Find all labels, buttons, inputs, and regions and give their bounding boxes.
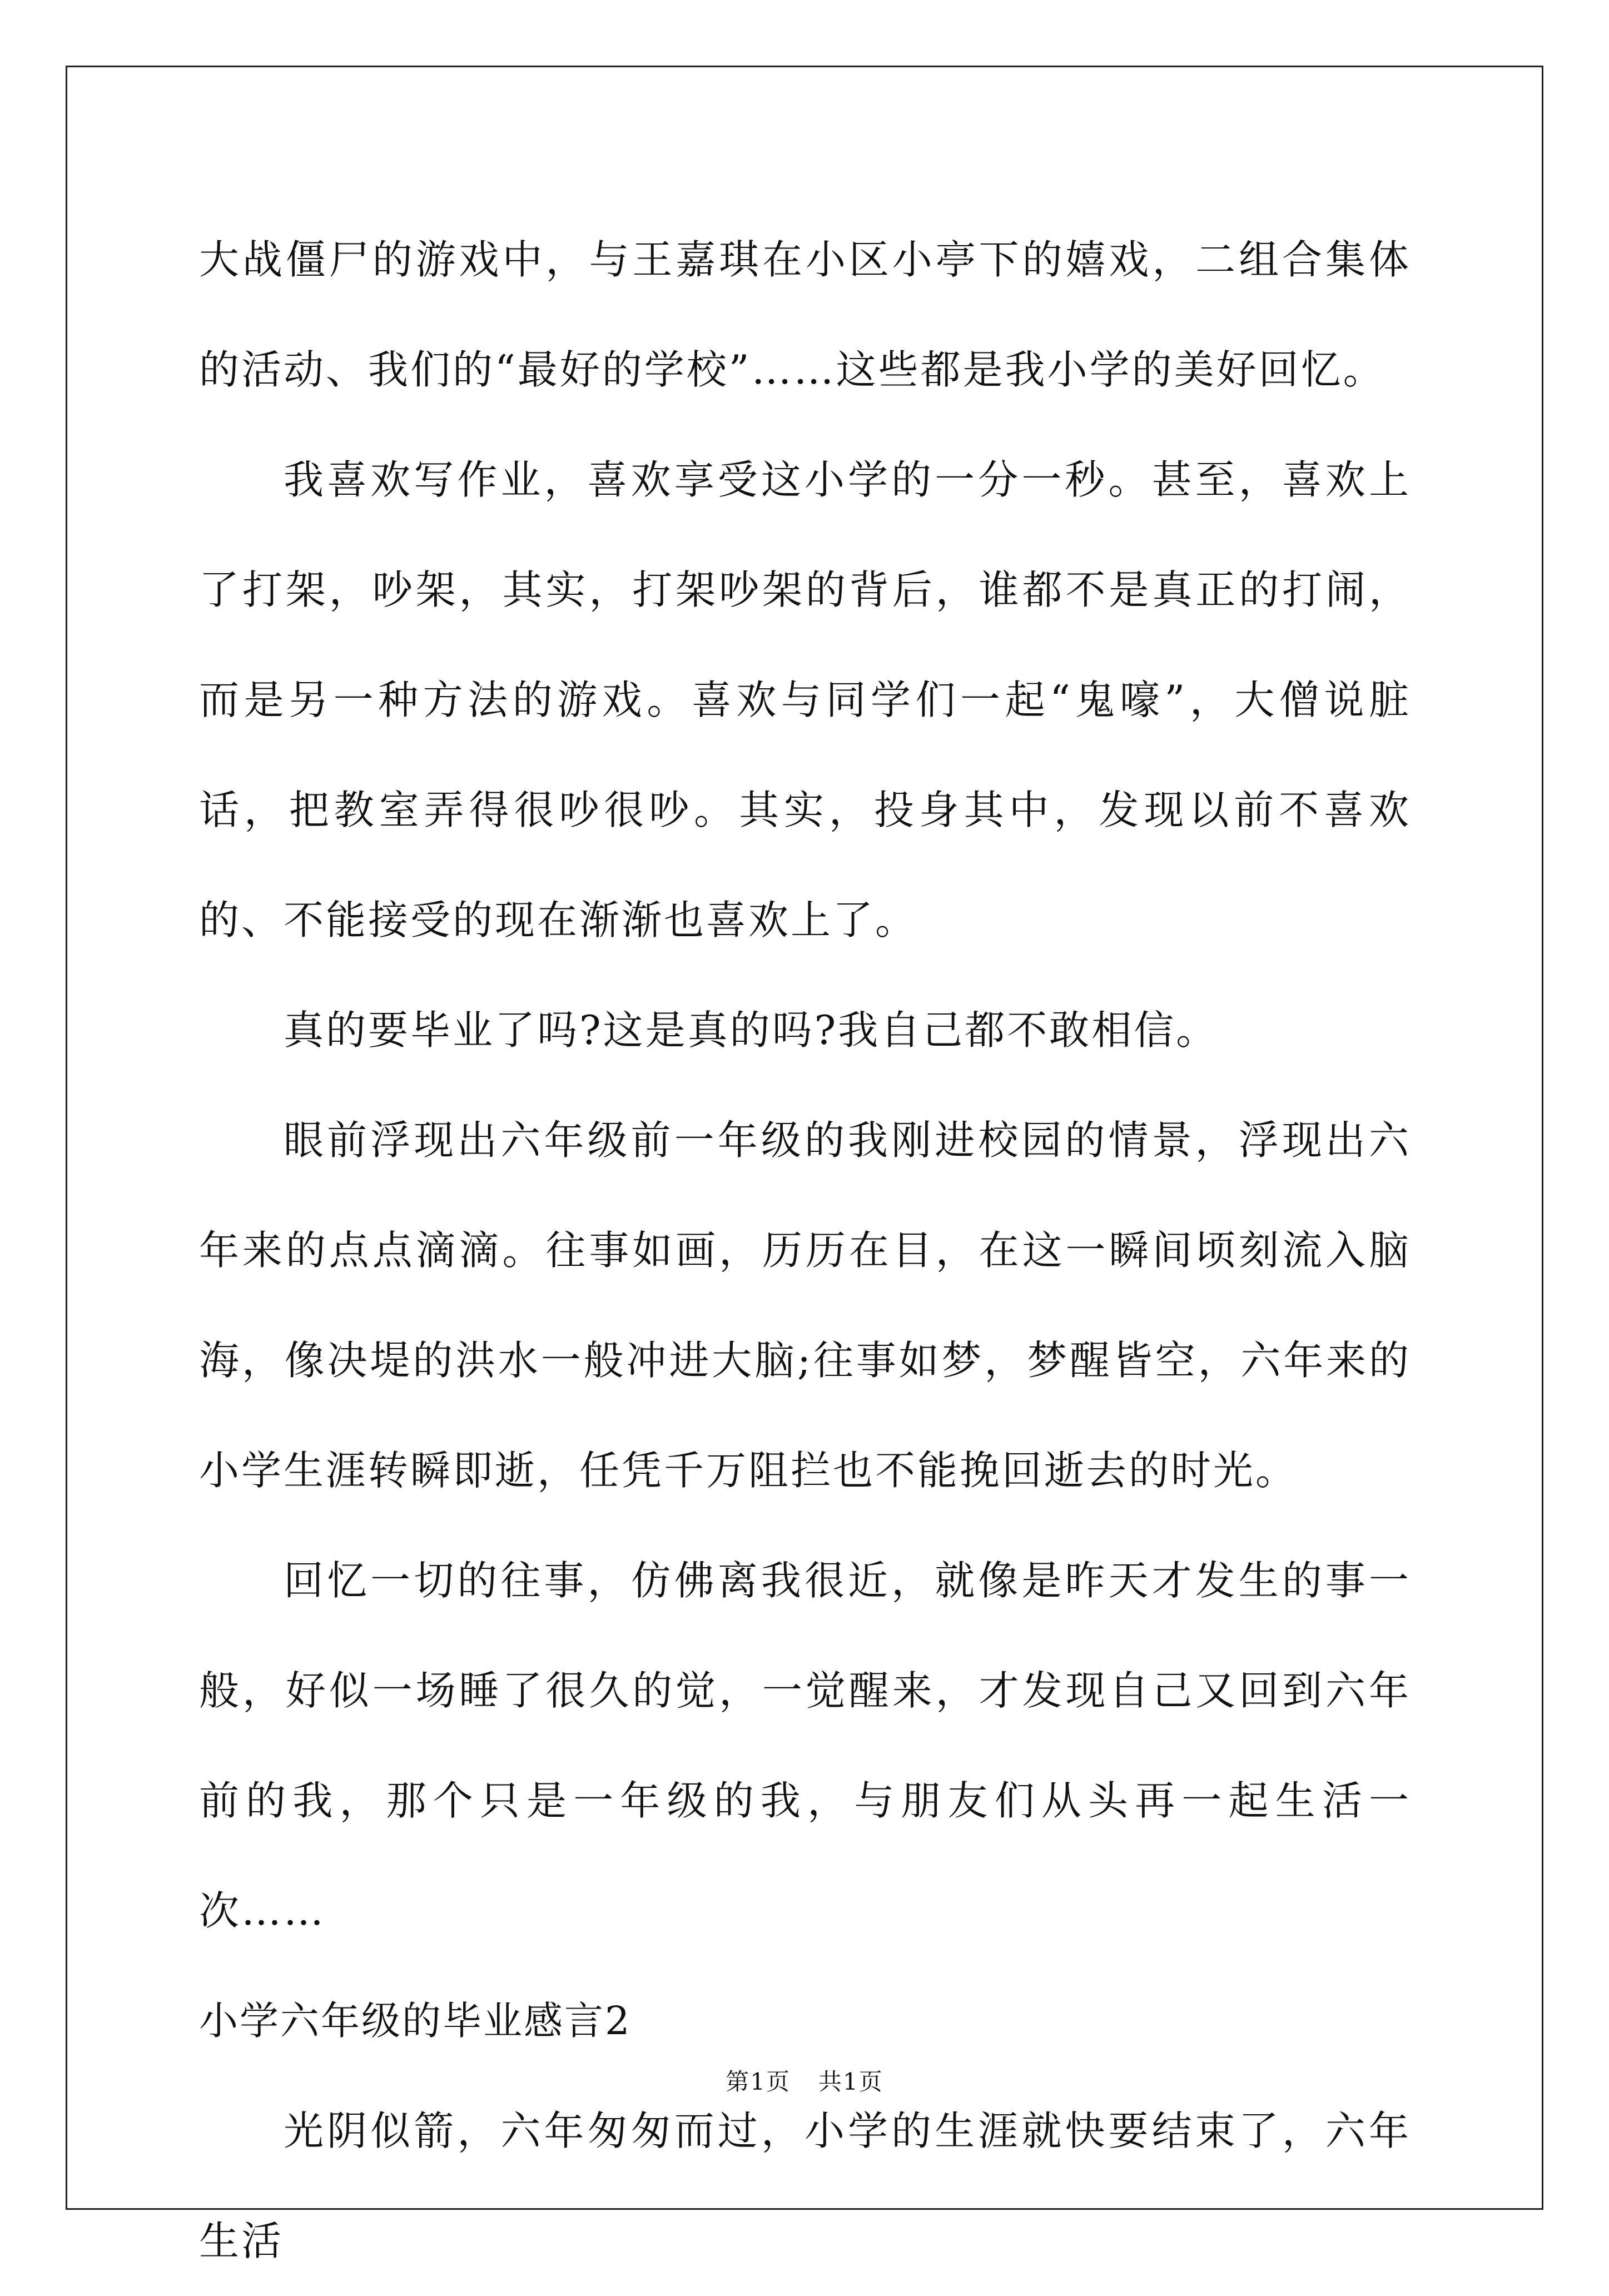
paragraph-6: 光阴似箭，六年匆匆而过，小学的生涯就快要结束了，六年生活: [199, 2108, 1411, 2264]
document-body: [199, 205, 1411, 2296]
page-total: 共1页: [818, 2068, 883, 2095]
paragraph-3: 真的要毕业了吗?这是真的吗?我自己都不敢相信。: [284, 1007, 1219, 1053]
page-number: 第1页: [726, 2068, 791, 2095]
paragraph-2: 我喜欢写作业，喜欢享受这小学的一分一秒。甚至，喜欢上了打架，吵架，其实，打架吵架的背后，谁都不是真正的打闹，而是另一种方法的游戏。喜欢与同学们一起“鬼嚎”，大僧说脏话，把教室弄得很吵很吵。其实，投身其中，发现以前不喜欢的、不能接受的现在渐渐也喜欢上了。: [199, 456, 1411, 943]
paragraph-4: 眼前浮现出六年级前一年级的我刚进校园的情景，浮现出六年来的点点滴滴。往事如画，历历在目，在这一瞬间顷刻流入脑海，像决堤的洪水一般冲进大脑;往事如梦，梦醒皆空，六年来的小学生涯转瞬即逝，任凭千万阻拦也不能挽回逝去的时光。: [199, 1117, 1411, 1494]
paragraph-1: 大战僵尸的游戏中，与王嘉琪在小区小亭下的嬉戏，二组合集体的活动、我们的“最好的学校”……这些都是我小学的美好回忆。: [199, 236, 1411, 393]
page-footer: [0, 2065, 1609, 2099]
section-heading: 小学六年级的毕业感言2: [199, 1998, 632, 2044]
paragraph-5: 回忆一切的往事，仿佛离我很近，就像是昨天才发生的事一般，好似一场睡了很久的觉，一觉醒来，才发现自己又回到六年前的我，那个只是一年级的我，与朋友们从头再一起生活一次……: [199, 1557, 1411, 1934]
